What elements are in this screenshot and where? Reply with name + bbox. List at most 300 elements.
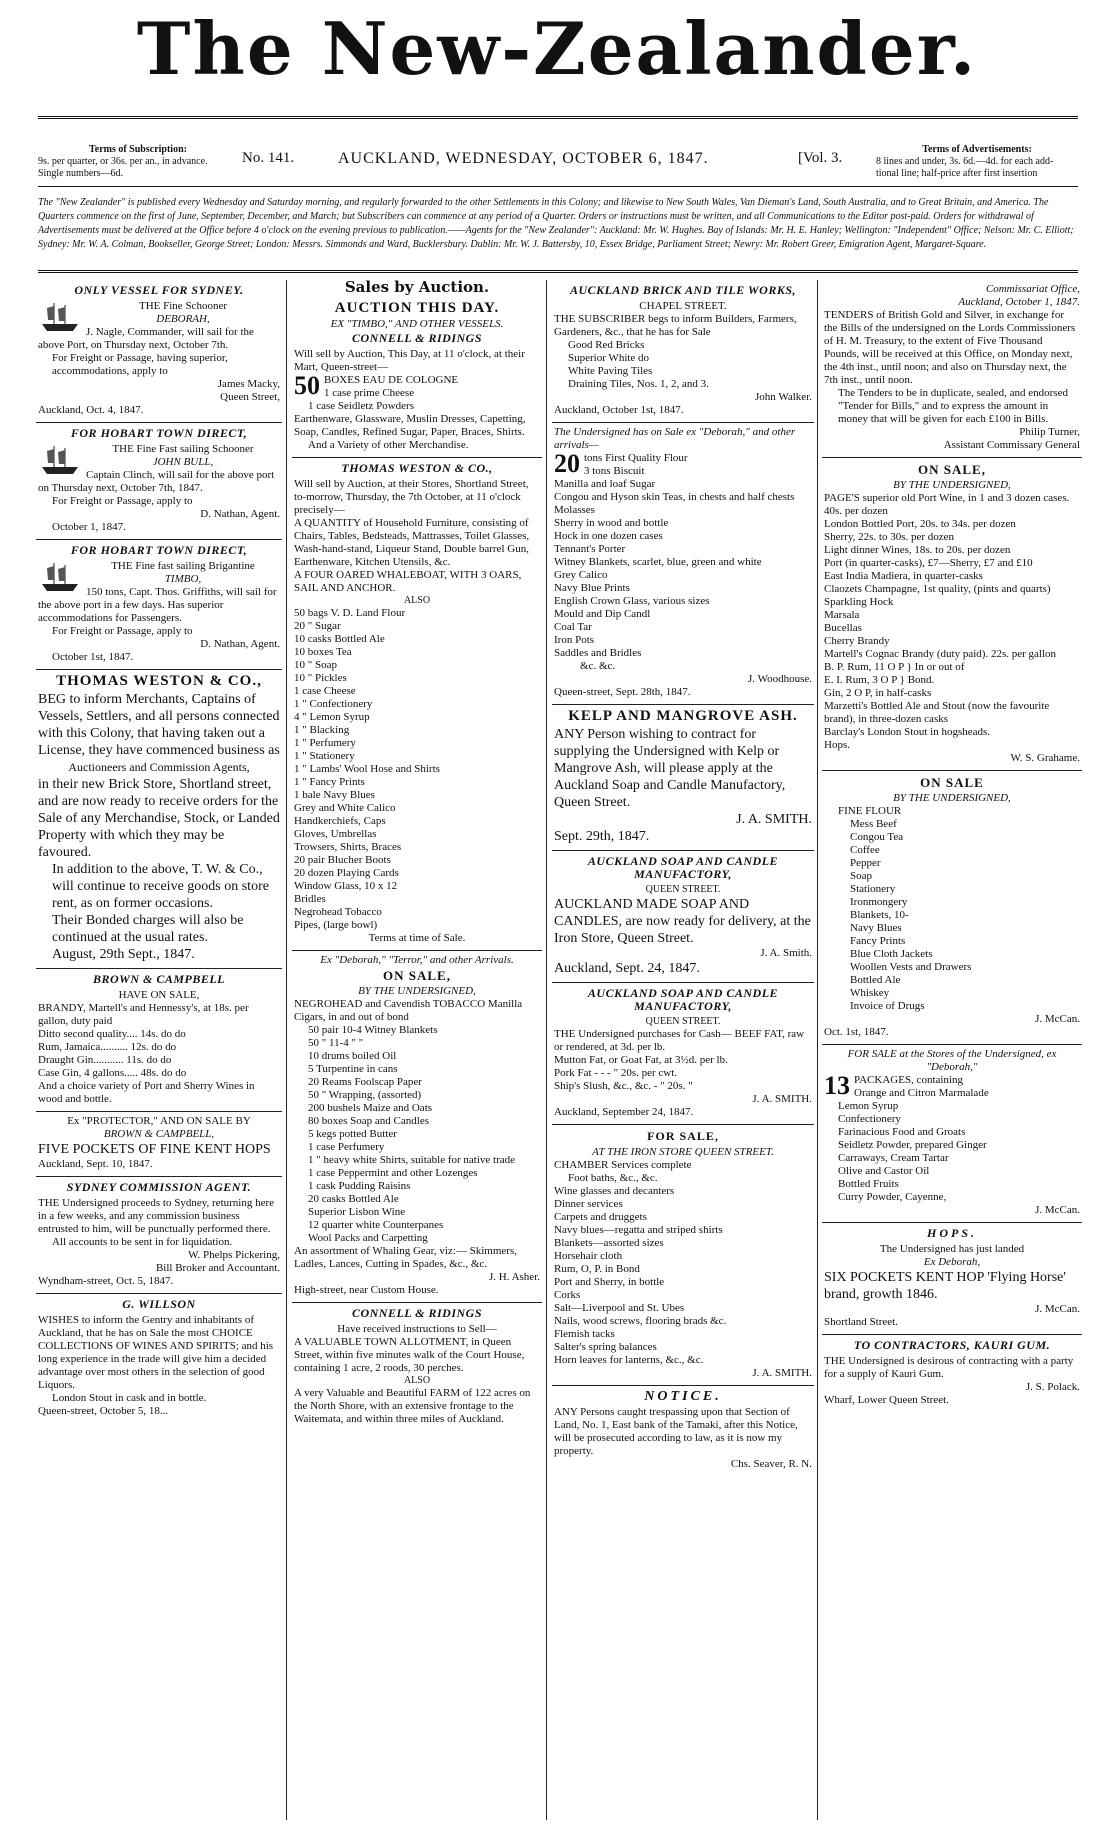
advert-mccan-deborah: [822, 1045, 1082, 1223]
vessel-name: JOHN BULL,: [152, 456, 214, 468]
section-heading: Sales by Auction.: [344, 280, 490, 296]
advert-line: ANY Person wishing to contract for supplying the Undersigned with Kelp or Mangrove Ash, will please apply at the Auckland Soap and Candle Manufactory, Queen Street.: [554, 727, 786, 810]
product-line: Wine glasses and decanters: [554, 1185, 675, 1197]
advert-date: Auckland, Sept. 24, 1847.: [554, 961, 700, 976]
ship-icon: [38, 443, 82, 477]
advert-line: THE Undersigned is desirous of contracting with a party for a supply of Kauri Gum.: [824, 1355, 1074, 1380]
product-line: Rum, O, P. in Bond: [554, 1263, 640, 1275]
advert-line: Terms at time of Sale.: [368, 932, 466, 944]
advert-heading: THOMAS WESTON & CO.,: [341, 461, 493, 475]
advert-heading: Ex "Deborah," "Terror," and other Arrivals.: [320, 954, 514, 966]
lot-line: Handkerchiefs, Caps: [294, 815, 386, 827]
ship-icon: [38, 300, 82, 334]
lot-line: Earthenware, Glassware, Muslin Dresses, Capetting, Soap, Candles, Refined Sugar, Paper, Braces, Shirts.: [294, 413, 526, 438]
advert-signature: J. McCan.: [1035, 1303, 1080, 1315]
advert-signature: D. Nathan, Agent.: [200, 508, 280, 520]
advert-line: A VALUABLE TOWN ALLOTMENT, in Queen Street, within five minutes walk of the Court House, containing 1 acre, 2 roods, 30 perches.: [294, 1336, 525, 1374]
lot-line: ALSO: [403, 595, 431, 606]
publication-note: The "New Zealander" is published every Wednesday and Saturday morning, and regularly forwarded to the other Settlements in this Colony; and likewise to New South Wales, Van Dieman's Land, South Australia, and to Great Britain, and America. The Quarters commence on the first of June, September, December, and March; but Subscribers can commence at any period of a Quarter. Orders or instructions must be written, and all Communications to the Editor post-paid. Orders for withdrawal of Advertisements must be delivered at the Office before 4 o'clock on the evening previous to publication.——Agents for the "New Zealander": Auckland: Mr. W. Hughes. Bay of Islands: Mr. H. E. Hanley; Wellington: "Independent" Office; Nelson: Mr. C. Elliott; Sydney: Mr. W. A. Colman, Bookseller, George Street; London: Messrs. Simmonds and Ward, Bucklersbury. Dublin: Mr. W. J. Battersby, 10, Essex Bridge, Parliament Street; Newry: Mr. Robert Greer, Emigration Agent, Margaret-Square.: [38, 197, 1074, 250]
advert-hops: [822, 1223, 1082, 1335]
advert-line: Wharf, Lower Queen Street.: [824, 1394, 949, 1406]
advert-date: October 1st, 1847.: [52, 651, 134, 663]
lot-line: 1 cask Pudding Raisins: [308, 1180, 411, 1192]
product-line: Stationery: [850, 883, 896, 895]
lot-line: 1 case prime Cheese: [324, 387, 415, 399]
advert-subheading: HAVE ON SALE,: [118, 989, 200, 1001]
advert-heading: AUCKLAND SOAP AND CANDLE MANUFACTORY,: [587, 854, 779, 881]
advert-line: J. Nagle, Commander, will sail for the above Port, on Thursday next, October 7th.: [38, 326, 254, 351]
lot-line: Grey and White Calico: [294, 802, 396, 814]
advert-heading: FOR HOBART TOWN DIRECT,: [70, 543, 248, 557]
product-line: Farinacious Food and Groats: [838, 1126, 966, 1138]
product-line: FINE FLOUR: [838, 805, 902, 817]
advert-subheading: ON SALE,: [383, 968, 451, 983]
product-line: Bottled Ale: [850, 974, 901, 986]
masthead-title: The New-Zealander.: [136, 6, 978, 91]
advert-subheading: QUEEN STREET.: [645, 1016, 721, 1027]
price-line: Mutton Fat, or Goat Fat, at 3½d. per lb.: [554, 1054, 728, 1066]
price-line: Bucellas: [824, 622, 862, 634]
advert-heading: FOR HOBART TOWN DIRECT,: [70, 426, 248, 440]
advert-subheading: EX "TIMBO," AND OTHER VESSELS.: [330, 318, 504, 330]
advert-heading: AUCKLAND SOAP AND CANDLE MANUFACTORY,: [587, 986, 779, 1013]
issue-number: No. 141.: [242, 150, 295, 166]
lot-line: 1 case Peppermint and other Lozenges: [308, 1167, 478, 1179]
advert-line: A very Valuable and Beautiful FARM of 122 acres on the North Shore, with an extensive frontage to the Waitemata, and within three miles of Auckland.: [294, 1387, 531, 1425]
product-line: Tennant's Porter: [554, 543, 626, 555]
advert-heading: FOR SALE,: [647, 1129, 719, 1143]
product-line: Sherry in wood and bottle: [554, 517, 669, 529]
lot-line: 1 case Perfumery: [308, 1141, 385, 1153]
product-line: Foot baths, &c., &c.: [568, 1172, 658, 1184]
advert-line: For Freight or Passage, having superior, accommodations, apply to: [52, 352, 228, 377]
advert-subheading: BY THE UNDERSIGNED,: [893, 792, 1011, 804]
product-line: Salter's spring balances: [554, 1341, 657, 1353]
advert-commissariat: [822, 280, 1082, 458]
product-line: Mess Beef: [850, 818, 897, 830]
advert-line: In addition to the above, T. W. & Co., will continue to receive goods on store rent, as on former occasions.: [52, 862, 269, 911]
lot-number: 20: [554, 449, 580, 478]
lot-line: 5 Turpentine in cans: [308, 1063, 398, 1075]
lot-line: NEGROHEAD and Cavendish TOBACCO Manilla Cigars, in and out of bond: [294, 998, 523, 1023]
lot-line: 10 " Pickles: [294, 672, 347, 684]
advert-heading: AUCTION THIS DAY.: [334, 300, 500, 316]
product-line: Coal Tar: [554, 621, 592, 633]
product-line: Blankets—assorted sizes: [554, 1237, 664, 1249]
advert-line: THE SUBSCRIBER begs to inform Builders, Farmers, Gardeners, &c., that he has for Sale: [554, 313, 797, 338]
price-line: Pork Fat - - - " 20s. per cwt.: [554, 1067, 678, 1079]
product-line: Corks: [554, 1289, 581, 1301]
advert-sydney-vessel: [36, 280, 282, 423]
product-line: Grey Calico: [554, 569, 608, 581]
ship-icon: [38, 560, 82, 594]
lot-line: 12 quarter white Counterpanes: [308, 1219, 444, 1231]
product-line: Superior White do: [568, 352, 650, 364]
advert-subheading: BY THE UNDERSIGNED,: [358, 985, 476, 997]
advertisement-line: tional line; half-price after first insertion: [876, 168, 1038, 179]
price-line: BRANDY, Martell's and Hennessy's, at 18s. per gallon, duty paid: [38, 1002, 249, 1027]
advert-line: Their Bonded charges will also be continued at the usual rates.: [52, 913, 244, 945]
lot-line: 1 case Cheese: [294, 685, 356, 697]
advert-signature: J. H. Asher.: [488, 1271, 540, 1283]
advert-line: Assistant Commissary General: [943, 439, 1080, 451]
advert-signature: J. A. Smith.: [760, 947, 812, 959]
product-line: Port and Sherry, in bottle: [554, 1276, 665, 1288]
lot-line: 20 casks Bottled Ale: [308, 1193, 399, 1205]
advert-signature: J. McCan.: [1035, 1204, 1080, 1216]
price-line: Port (in quarter-casks), £7—Sherry, £7 and £10: [824, 557, 1033, 569]
product-line: CHAMBER Services complete: [554, 1159, 692, 1171]
lot-line: Trowsers, Shirts, Braces: [294, 841, 402, 853]
product-line: Horn leaves for lanterns, &c., &c.: [554, 1354, 704, 1366]
product-line: Witney Blankets, scarlet, blue, green and white: [554, 556, 762, 568]
advert-line: London Stout in cask and in bottle.: [52, 1392, 207, 1404]
lot-line: 1 " Confectionery: [294, 698, 373, 710]
advert-date: Auckland, October 1st, 1847.: [554, 404, 684, 416]
advert-date: Auckland, October 1, 1847.: [958, 296, 1080, 308]
price-line: Martell's Cognac Brandy (duty paid). 22s. per gallon: [824, 648, 1057, 660]
advert-subheading: AT THE IRON STORE QUEEN STREET.: [592, 1146, 774, 1158]
lot-line: Window Glass, 10 x 12: [294, 880, 398, 892]
advert-brown-campbell: [36, 969, 282, 1112]
price-line: Gin, 2 O P, in half-casks: [824, 687, 932, 699]
advert-date: Queen-street, October 5, 18...: [38, 1405, 169, 1417]
advert-line: SIX POCKETS KENT HOP 'Flying Horse' brand, growth 1846.: [824, 1270, 1066, 1302]
advert-line: All accounts to be sent in for liquidation.: [52, 1236, 233, 1248]
advert-brick-tile-works: [552, 280, 814, 423]
advert-date: October 1, 1847.: [52, 521, 126, 533]
advert-heading: THOMAS WESTON & CO.,: [56, 673, 262, 689]
product-line: tons First Quality Flour: [584, 452, 688, 464]
advert-protector-hops: [36, 1112, 282, 1177]
advert-line: The Tenders to be in duplicate, sealed, and endorsed "Tender for Bills," and to express the amount in money that will be given for each £100 in Bills.: [838, 387, 1068, 425]
sale-j-h-asher: [292, 951, 542, 1303]
advert-subheading: BROWN & CAMPBELL,: [103, 1128, 215, 1140]
advert-line: And a choice variety of Port and Sherry Wines in wood and bottle.: [38, 1080, 255, 1105]
lot-line: 50 " 11-4 " ": [308, 1037, 364, 1049]
advert-signature: J. S. Polack.: [1025, 1381, 1080, 1393]
product-line: Hock in one dozen cases: [554, 530, 663, 542]
advert-date: Oct. 1st, 1847.: [824, 1026, 889, 1038]
advert-line: FIVE POCKETS OF FINE KENT HOPS: [38, 1142, 271, 1157]
advert-hobart-john-bull: [36, 423, 282, 540]
advert-sydney-commission-agent: [36, 1177, 282, 1294]
price-line: Light dinner Wines, 18s. to 20s. per dozen: [824, 544, 1011, 556]
advert-signature: J. A. SMITH.: [736, 812, 812, 827]
advert-thomas-weston: [36, 670, 282, 969]
advert-hobart-timbo: [36, 540, 282, 670]
lot-line: Gloves, Umbrellas: [294, 828, 377, 840]
product-line: Carraways, Cream Tartar: [838, 1152, 949, 1164]
lot-line: 20 Reams Foolscap Paper: [308, 1076, 422, 1088]
product-line: Good Red Bricks: [568, 339, 645, 351]
advert-date: Auckland, September 24, 1847.: [554, 1106, 694, 1118]
advert-line: Have received instructions to Sell—: [337, 1323, 497, 1335]
product-line: Molasses: [554, 504, 595, 516]
lot-line: 20 dozen Playing Cards: [294, 867, 399, 879]
price-line: Barclay's London Stout in hogsheads.: [824, 726, 991, 738]
product-line: Congou and Hyson skin Teas, in chests and half chests: [554, 491, 795, 503]
advert-heading: AUCKLAND BRICK AND TILE WORKS,: [569, 283, 797, 297]
lot-line: 200 bushels Maize and Oats: [308, 1102, 433, 1114]
auction-thomas-weston: [292, 458, 542, 951]
advert-kauri-gum: [822, 1335, 1082, 1412]
lot-line: 1 bale Navy Blues: [294, 789, 375, 801]
advert-line: Queen Street,: [220, 391, 280, 403]
advert-heading: ONLY VESSEL FOR SYDNEY.: [74, 283, 244, 297]
product-line: Blankets, 10-: [850, 909, 909, 921]
product-line: Blue Cloth Jackets: [850, 948, 933, 960]
subscription-line: Single numbers—6d.: [38, 168, 123, 179]
lot-line: 20 " Sugar: [294, 620, 341, 632]
product-line: Orange and Citron Marmalade: [854, 1087, 989, 1099]
advert-heading: KELP AND MANGROVE ASH.: [568, 708, 798, 724]
lot-line: 5 kegs potted Butter: [308, 1128, 397, 1140]
advert-date: Wyndham-street, Oct. 5, 1847.: [38, 1275, 174, 1287]
lot-line: 1 " Blacking: [294, 724, 350, 736]
lot-line: 1 " Fancy Prints: [294, 776, 365, 788]
product-line: Congou Tea: [850, 831, 904, 843]
advert-subheading: QUEEN STREET.: [645, 884, 721, 895]
lot-line: 50 bags V. D. Land Flour: [294, 607, 406, 619]
product-line: Fancy Prints: [850, 935, 906, 947]
advert-heading: ON SALE,: [918, 462, 986, 477]
advert-line: Ex Deborah,: [923, 1256, 981, 1268]
product-line: Curry Powder, Cayenne,: [838, 1191, 947, 1203]
advert-heading: HOPS.: [926, 1226, 977, 1240]
advert-heading: TO CONTRACTORS, KAURI GUM.: [853, 1338, 1051, 1352]
product-line: Bottled Fruits: [838, 1178, 899, 1190]
product-line: Flemish tacks: [554, 1328, 615, 1340]
advert-line: ALSO: [403, 1375, 431, 1386]
advert-signature: W. Phelps Pickering,: [188, 1249, 280, 1261]
product-line: Confectionery: [838, 1113, 901, 1125]
price-line: Rum, Jamaica.......... 12s. do do: [38, 1041, 177, 1053]
advert-line: ANY Persons caught trespassing upon that Section of Land, No. 1, East bank of the Tamaki, after this Notice, will be prosecuted according to law, as it is now my property.: [554, 1406, 798, 1457]
column-2: [292, 280, 542, 1820]
advert-signature: James Macky,: [217, 378, 280, 390]
product-line: Horsehair cloth: [554, 1250, 623, 1262]
advert-soap-candle-1: [552, 851, 814, 983]
auction-this-day: [292, 297, 542, 458]
lot-line: A FOUR OARED WHALEBOAT, WITH 3 OARS, SAIL AND ANCHOR.: [294, 569, 522, 594]
price-line: Ship's Slush, &c., &c. - " 20s. ": [554, 1080, 693, 1092]
price-line: PAGE'S superior old Port Wine, in 1 and 3 dozen cases. 40s. per dozen: [824, 492, 1070, 517]
advert-woodhouse: [552, 423, 814, 705]
lot-line: 1 " Perfumery: [294, 737, 356, 749]
advert-date: Auckland, Oct. 4, 1847.: [38, 404, 144, 416]
advert-line: THE Fine Schooner: [139, 300, 227, 312]
advert-line: WISHES to inform the Gentry and inhabitants of Auckland, that he has on Sale the most CHOICE COLLECTIONS OF WINES AND SPIRITS; and his long experience in the trade will give him a decided advantage over most others in the selection of good Liquors.: [38, 1314, 274, 1391]
advert-line: Will sell by Auction, This Day, at 11 o'clock, at their Mart, Queen-street—: [294, 348, 525, 373]
product-line: Iron Pots: [554, 634, 595, 646]
advert-signature: J. McCan.: [1035, 1013, 1080, 1025]
advert-signature: J. A. SMITH.: [752, 1093, 812, 1105]
column-divider: [817, 280, 818, 1820]
column-4: [822, 280, 1082, 1820]
advert-signature: Chs. Seaver, R. N.: [730, 1458, 812, 1470]
advert-soap-candle-2: [552, 983, 814, 1125]
product-line: &c. &c.: [580, 660, 616, 672]
advert-grahame-wines: [822, 458, 1082, 771]
product-line: Draining Tiles, Nos. 1, 2, and 3.: [568, 378, 709, 390]
product-line: Saddles and Bridles: [554, 647, 642, 659]
meta-rule: [38, 186, 1078, 187]
price-line: Sherry, 22s. to 30s. per dozen: [824, 531, 955, 543]
advert-line: 150 tons, Capt. Thos. Griffiths, will sail for the above port in a few days. Has superior accommodations for Passengers.: [38, 586, 277, 624]
advert-line: Auctioneers and Commission Agents,: [68, 760, 250, 774]
advert-line: Shortland Street.: [824, 1316, 898, 1328]
vessel-name: DEBORAH,: [156, 313, 210, 325]
advert-line: THE Undersigned proceeds to Sydney, returning here in a few weeks, and any commission business entrusted to him, will be punctually performed there.: [38, 1197, 275, 1235]
advert-line: THE Fine Fast sailing Schooner: [112, 443, 254, 455]
price-line: THE Undersigned purchases for Cash— BEEF FAT, raw or rendered, at 3d. per lb.: [554, 1028, 805, 1053]
advert-line: BEG to inform Merchants, Captains of Vessels, Settlers, and all persons connected with this Colony, that having taken out a License, they have commenced business as: [38, 692, 280, 758]
advert-line: TENDERS of British Gold and Silver, in exchange for the Bills of the undersigned on the Lords Commissioners of H. M. Treasury, to the extent of Five Thousand Pounds, will be received at this Office, on Monday next, the 4th inst., until noon; and also on Thursday next, the 7th inst., until noon.: [824, 309, 1076, 386]
price-line: B. P. Rum, 11 O P } In or out of: [824, 661, 965, 673]
product-line: Seidletz Powder, prepared Ginger: [838, 1139, 987, 1151]
vessel-name: TIMBO,: [164, 573, 202, 585]
advert-line: For Freight or Passage, apply to: [52, 495, 193, 507]
subscription-heading: Terms of Subscription:: [89, 144, 187, 155]
column-1: [36, 280, 282, 1820]
lot-line: 80 boxes Soap and Candles: [308, 1115, 429, 1127]
lot-line: 1 case Seidletz Powders: [308, 400, 414, 412]
lot-number: 50: [294, 371, 320, 400]
product-line: Soap: [850, 870, 872, 882]
price-line: Ditto second quality.... 14s. do do: [38, 1028, 186, 1040]
lot-line: 10 drums boiled Oil: [308, 1050, 397, 1062]
advertisement-line: 8 lines and under, 3s. 6d.—4d. for each add-: [876, 156, 1054, 167]
product-line: Invoice of Drugs: [850, 1000, 925, 1012]
advert-heading: BROWN & CAMPBELL: [92, 972, 226, 986]
lot-line: Pipes, (large bowl): [294, 919, 378, 931]
lot-line: 4 " Lemon Syrup: [294, 711, 370, 723]
product-line: Woollen Vests and Drawers: [850, 961, 972, 973]
price-line: Hops.: [824, 739, 850, 751]
advert-signature: J. A. SMITH.: [752, 1367, 812, 1379]
lot-line: 10 casks Bottled Ale: [294, 633, 385, 645]
product-line: Lemon Syrup: [838, 1100, 899, 1112]
price-line: Case Gin, 4 gallons..... 48s. do do: [38, 1067, 187, 1079]
price-line: Marsala: [824, 609, 860, 621]
product-line: 3 tons Biscuit: [584, 465, 645, 477]
advert-kelp-mangrove: [552, 705, 814, 851]
product-line: Olive and Castor Oil: [838, 1165, 930, 1177]
advert-date: Sept. 29th, 1847.: [554, 829, 650, 844]
volume: [Vol. 3.: [798, 150, 843, 166]
column-3: [552, 280, 814, 1820]
product-line: Pepper: [850, 857, 881, 869]
lot-line: Wool Packs and Carpetting: [308, 1232, 428, 1244]
advert-g-willson: [36, 1294, 282, 1423]
advert-signature: John Walker.: [755, 391, 812, 403]
product-line: Nails, wood screws, flooring brads &c.: [554, 1315, 727, 1327]
advert-heading: FOR SALE at the Stores of the Undersigned, ex "Deborah,": [847, 1048, 1057, 1073]
advert-heading: ON SALE: [920, 775, 984, 790]
product-line: Dinner services: [554, 1198, 623, 1210]
product-line: Navy blues—regatta and striped shirts: [554, 1224, 723, 1236]
advert-heading: SYDNEY COMMISSION AGENT.: [66, 1180, 252, 1194]
header-bottom-rule: [38, 270, 1078, 273]
lot-line: 10 boxes Tea: [294, 646, 352, 658]
advert-line: The Undersigned has just landed: [879, 1243, 1025, 1255]
price-line: London Bottled Port, 20s. to 34s. per dozen: [824, 518, 1016, 530]
advert-subheading: CHAPEL STREET.: [639, 300, 727, 312]
advert-date: Queen-street, Sept. 28th, 1847.: [554, 686, 691, 698]
product-line: Mould and Dip Candl: [554, 608, 651, 620]
dateline: AUCKLAND, WEDNESDAY, OCTOBER 6, 1847.: [338, 150, 709, 167]
subscription-line: 9s. per quarter, or 36s. per an., in advance.: [38, 156, 208, 167]
column-divider: [546, 280, 547, 1820]
product-line: Navy Blue Prints: [554, 582, 630, 594]
advert-signature: W. S. Grahame.: [1010, 752, 1080, 764]
lot-line: A QUANTITY of Household Furniture, consisting of Chairs, Tables, Bedsteads, Mattrasses, Toilet Glasses, Wash-hand-stand, Liqueur Stand, Double barrel Gun, Earthenware, Kitchen Utensils, &c.: [294, 517, 530, 568]
product-line: Manilla and loaf Sugar: [554, 478, 656, 490]
advert-signature: Philip Turner,: [1019, 426, 1080, 438]
lot-line: Negrohead Tobacco: [294, 906, 382, 918]
lot-line: And a Variety of other Merchandise.: [308, 439, 469, 451]
advert-notice: [552, 1386, 814, 1476]
advert-heading: NOTICE.: [644, 1389, 722, 1404]
advert-iron-store: [552, 1125, 814, 1386]
advert-line: THE Fine fast sailing Brigantine: [111, 560, 255, 572]
auctioneer-name: CONNELL & RIDINGS: [351, 331, 483, 345]
product-line: Coffee: [850, 844, 880, 856]
price-line: Draught Gin........... 11s. do do: [38, 1054, 172, 1066]
connell-ridings-land: [292, 1303, 542, 1431]
product-line: Carpets and druggets: [554, 1211, 647, 1223]
advert-date: Auckland, Sept. 10, 1847.: [38, 1158, 153, 1170]
lot-line: 1 " heavy white Shirts, suitable for native trade: [308, 1154, 516, 1166]
product-line: White Paving Tiles: [568, 365, 653, 377]
product-line: Navy Blues: [850, 922, 902, 934]
price-line: Cherry Brandy: [824, 635, 890, 647]
price-line: Sparkling Hock: [824, 596, 894, 608]
advert-date: August, 29th Sept., 1847.: [52, 947, 195, 962]
price-line: Claozets Champagne, 1st quality, (pints and quarts): [824, 583, 1051, 595]
lot-line: 10 " Soap: [294, 659, 337, 671]
product-line: PACKAGES, containing: [854, 1074, 963, 1086]
product-line: Salt—Liverpool and St. Ubes: [554, 1302, 685, 1314]
column-divider: [286, 280, 287, 1820]
product-line: Ironmongery: [850, 896, 908, 908]
advert-line: in their new Brick Store, Shortland street, and are now ready to receive orders for the Sale of any Merchandise, Stock, or Landed Property with which they may be favoured.: [38, 777, 280, 860]
lot-line: 1 " Stationery: [294, 750, 355, 762]
advertisement-heading: Terms of Advertisements:: [922, 144, 1032, 155]
advert-heading: CONNELL & RIDINGS: [351, 1306, 483, 1320]
advert-subheading: BY THE UNDERSIGNED,: [893, 479, 1011, 491]
lot-line: Superior Lisbon Wine: [308, 1206, 406, 1218]
advert-mccan-on-sale: [822, 771, 1082, 1045]
advert-signature: D. Nathan, Agent.: [200, 638, 280, 650]
lot-line: 20 pair Blucher Boots: [294, 854, 391, 866]
product-line: English Crown Glass, various sizes: [554, 595, 710, 607]
issue-meta: [38, 144, 1078, 184]
price-line: E. I. Rum, 3 O P } Bond.: [824, 674, 935, 686]
advert-heading: The Undersigned has on Sale ex "Deborah," and other arrivals—: [554, 426, 796, 451]
advert-line: Commissariat Office,: [985, 283, 1080, 295]
lot-number: 13: [824, 1071, 850, 1100]
lot-line: 50 " Wrapping, (assorted): [308, 1089, 422, 1101]
advert-line: High-street, near Custom House.: [294, 1284, 439, 1296]
product-line: Whiskey: [850, 987, 890, 999]
advert-heading: G. WILLSON: [122, 1297, 196, 1311]
advert-line: AUCKLAND MADE SOAP AND CANDLES, are now ready for delivery, at the Iron Store, Queen Street.: [554, 897, 811, 946]
lot-line: 1 " Lambs' Wool Hose and Shirts: [294, 763, 440, 775]
advert-line: Will sell by Auction, at their Stores, Shortland Street, to-morrow, Thursday, the 7th October, at 11 o'clock precisely—: [294, 478, 529, 516]
price-line: East India Madiera, in quarter-casks: [824, 570, 983, 582]
